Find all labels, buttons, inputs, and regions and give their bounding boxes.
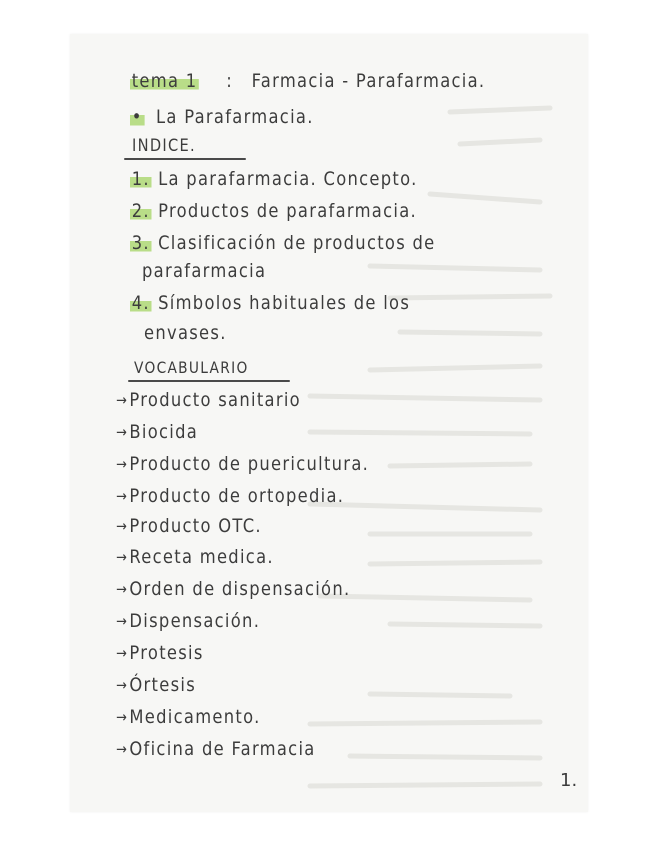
index-text: La parafarmacia. Concepto. — [158, 168, 418, 190]
vocabulary-text: Producto de puericultura. — [129, 453, 370, 475]
page-number: 1. — [560, 770, 578, 791]
index-item — [130, 200, 417, 222]
title-line — [130, 70, 485, 92]
index-number: 1. — [131, 168, 150, 190]
vocabulary-item — [116, 546, 274, 568]
tema-label: tema 1 — [131, 70, 198, 92]
topic-line — [130, 106, 314, 128]
vocabulary-text: Dispensación. — [129, 610, 261, 632]
index-text: Símbolos habituales de los — [158, 292, 411, 314]
index-item — [130, 292, 410, 314]
arrow-icon: → — [116, 391, 127, 409]
vocabulary-text: Producto OTC. — [129, 515, 262, 537]
vocabulary-item — [116, 421, 198, 443]
index-item-continuation: parafarmacia — [142, 260, 267, 282]
vocabulary-text: Biocida — [129, 421, 199, 443]
arrow-icon: → — [116, 580, 127, 598]
index-item — [130, 168, 418, 190]
vocabulary-text: Medicamento. — [129, 706, 261, 728]
vocabulary-underline — [128, 380, 290, 382]
arrow-icon: → — [116, 517, 127, 535]
vocabulary-text: Orden de dispensación. — [129, 578, 351, 600]
vocabulary-heading: VOCABULARIO — [134, 358, 249, 377]
arrow-icon: → — [116, 708, 127, 726]
title-subject: Farmacia - Parafarmacia. — [251, 70, 486, 92]
arrow-icon: → — [116, 455, 127, 473]
index-number: 4. — [131, 292, 150, 314]
vocabulary-text: Receta medica. — [129, 546, 274, 568]
index-number: 2. — [131, 200, 150, 222]
arrow-icon: → — [116, 487, 127, 505]
index-item-continuation: envases. — [144, 322, 227, 344]
arrow-icon: → — [116, 676, 127, 694]
topic-text: La Parafarmacia. — [156, 106, 314, 128]
vocabulary-item — [116, 706, 261, 728]
vocabulary-item — [116, 674, 196, 696]
vocabulary-item — [116, 642, 204, 664]
index-item — [130, 232, 436, 254]
vocabulary-item — [116, 738, 316, 760]
arrow-icon: → — [116, 612, 127, 630]
arrow-icon: → — [116, 423, 127, 441]
arrow-icon: → — [116, 740, 127, 758]
vocabulary-item — [116, 453, 369, 475]
index-underline — [124, 158, 246, 160]
vocabulary-item — [116, 610, 260, 632]
index-text: Clasificación de productos de — [158, 232, 436, 254]
arrow-icon: → — [116, 548, 127, 566]
vocabulary-item — [116, 485, 344, 507]
vocabulary-text: Producto de ortopedia. — [129, 485, 345, 507]
index-heading: INDICE. — [132, 136, 196, 156]
vocabulary-item — [116, 578, 350, 600]
vocabulary-item — [116, 515, 262, 537]
title-separator: : — [226, 70, 234, 92]
vocabulary-text: Órtesis — [129, 674, 197, 696]
index-text: Productos de parafarmacia. — [158, 200, 417, 222]
vocabulary-text: Protesis — [129, 642, 204, 664]
notebook-page — [70, 34, 588, 812]
vocabulary-text: Producto sanitario — [129, 389, 301, 411]
topic-bullet: • — [131, 106, 143, 128]
index-number: 3. — [131, 232, 150, 254]
vocabulary-item — [116, 389, 301, 411]
arrow-icon: → — [116, 644, 127, 662]
vocabulary-text: Oficina de Farmacia — [129, 738, 316, 760]
